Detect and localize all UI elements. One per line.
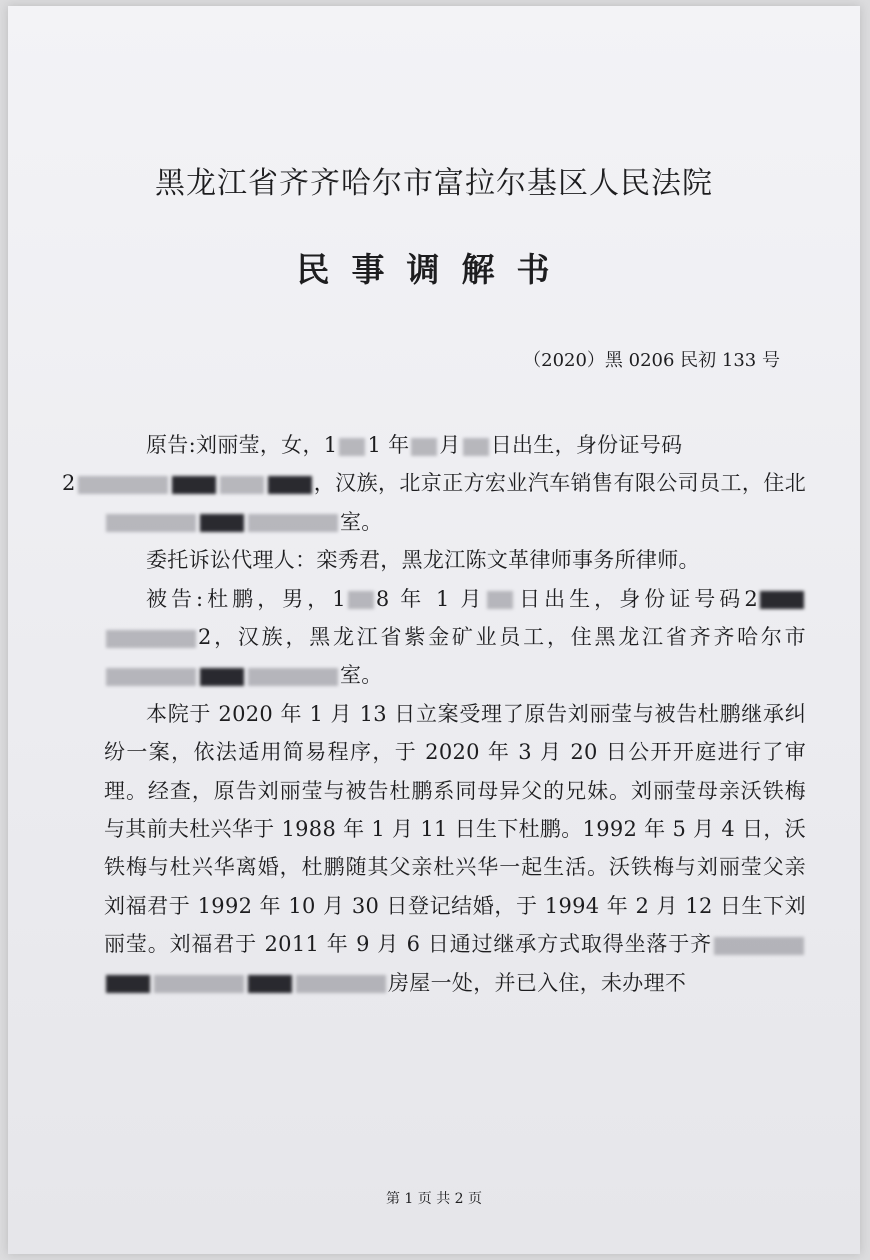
- redaction: [248, 668, 338, 686]
- defendant-paragraph: 被告:杜鹏，男，1 8 年 1 月 日出生，身份证号码22，汉族，黑龙江省紫金矿业员工，住黑龙江省齐齐哈尔市室。: [104, 580, 806, 695]
- redaction: [106, 630, 196, 648]
- redaction: [248, 514, 338, 532]
- redaction: [106, 975, 150, 993]
- agent-paragraph: 委托诉讼代理人：栾秀君，黑龙江陈文革律师事务所律师。: [146, 548, 700, 573]
- redaction: [714, 937, 804, 955]
- redaction: [220, 476, 264, 494]
- document-body: [62, 426, 806, 1002]
- court-name: 黑龙江省齐齐哈尔市富拉尔基区人民法院: [155, 166, 713, 201]
- document-page: [8, 6, 860, 1254]
- redaction: [78, 476, 168, 494]
- redaction: [154, 975, 244, 993]
- redaction: [106, 514, 196, 532]
- redaction: [411, 438, 437, 456]
- document-title: 民事调解书: [296, 250, 572, 289]
- redaction: [348, 591, 374, 609]
- page-footer: 第 1 页 共 2 页: [385, 1191, 483, 1207]
- redaction: [760, 591, 804, 609]
- redaction: [106, 668, 196, 686]
- redaction: [296, 975, 386, 993]
- case-number: （2020）黑 0206 民初 133 号: [523, 350, 780, 371]
- redaction: [200, 514, 244, 532]
- redaction: [339, 438, 365, 456]
- redaction: [487, 591, 513, 609]
- redaction: [463, 438, 489, 456]
- facts-paragraph: 本院于 2020 年 1 月 13 日立案受理了原告刘丽莹与被告杜鹏继承纠纷一案，依法适用简易程序，于 2020 年 3 月 20 日公开开庭进行了审理。经查，原告刘丽莹与被告杜鹏系同母异父的兄妹。刘丽莹母亲沃铁梅与其前夫杜兴华于 1988 年 1 月 11 日生下杜鹏。1992 年 5 月 4 日，沃铁梅与杜兴华离婚，杜鹏随其父亲杜兴华一起生活。沃铁梅与刘丽莹父亲刘福君于 1992 年 10 月 30 日登记结婚，于 1994 年 2 月 12 日生下刘丽莹。刘福君于 2011 年 9 月 6 日通过继承方式取得坐落于齐房屋一处，并已入住，未办理不: [104, 701, 806, 995]
- redaction: [200, 668, 244, 686]
- redaction: [248, 975, 292, 993]
- plaintiff-paragraph: 原告:刘丽莹，女，1 1 年 月 日出生，身份证号码 2 ，汉族，北京正方宏业汽车销售有限公司员工，住北室。: [62, 433, 806, 534]
- redaction: [268, 476, 312, 494]
- redaction: [172, 476, 216, 494]
